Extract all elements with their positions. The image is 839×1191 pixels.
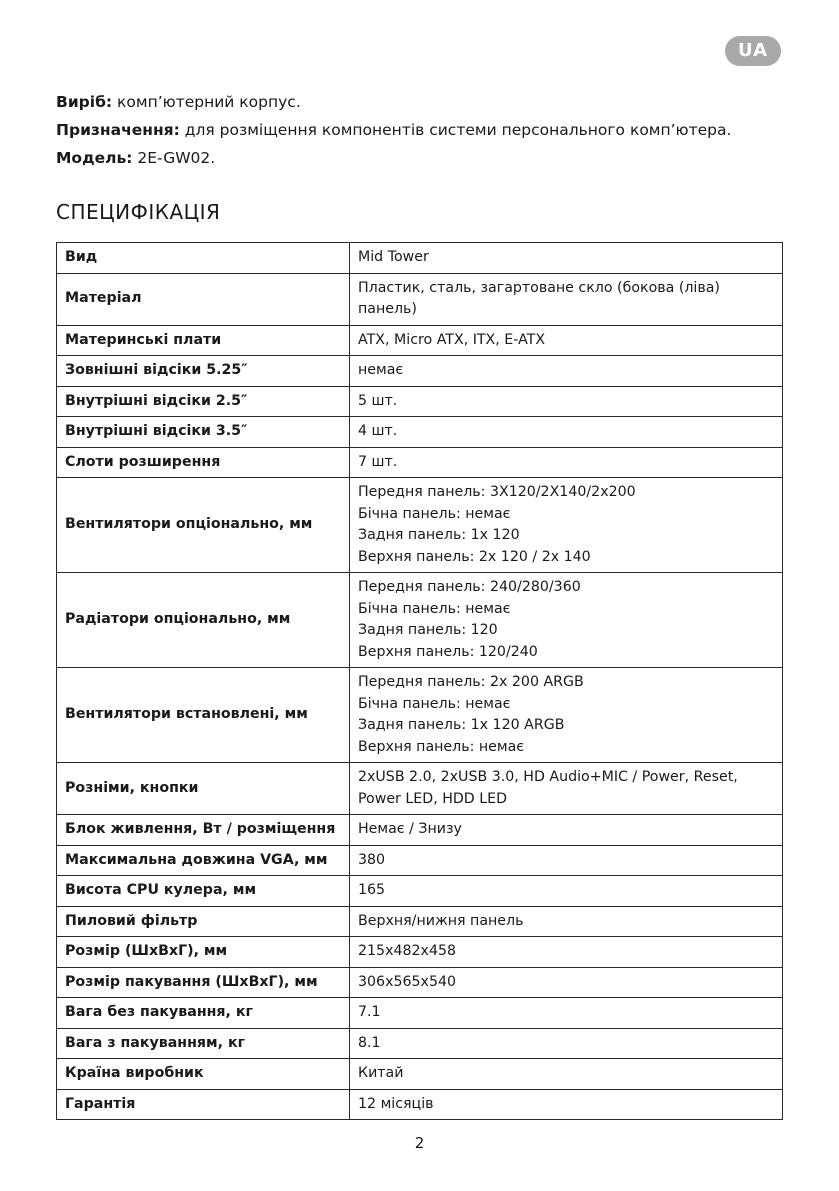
spec-value-line: 306x565x540: [358, 973, 457, 990]
spec-key: Розмір (ШхВхГ), мм: [57, 937, 350, 968]
spec-row: [57, 668, 783, 763]
spec-row: [57, 815, 783, 846]
spec-value: [350, 417, 783, 448]
spec-key: Блок живлення, Вт / розміщення: [57, 815, 350, 846]
spec-key: Радіатори опціонально, мм: [57, 573, 350, 668]
spec-row: [57, 447, 783, 478]
intro-purpose-label: Призначення:: [56, 121, 180, 139]
spec-value-line: Китай: [358, 1065, 404, 1081]
spec-value-line: Бічна панель: немає: [358, 600, 511, 617]
spec-value: [350, 998, 783, 1029]
spec-row: [57, 1089, 783, 1120]
spec-row: [57, 1059, 783, 1090]
spec-value-line: 7 шт.: [358, 453, 398, 470]
section-title: СПЕЦИФІКАЦІЯ: [56, 200, 221, 224]
spec-key: Максимальна довжина VGA, мм: [57, 845, 350, 876]
spec-value-line: Передня панель: 3X120/2X140/2x200: [358, 484, 636, 500]
spec-key: Гарантія: [57, 1089, 350, 1120]
spec-row: [57, 906, 783, 937]
spec-row: [57, 243, 783, 274]
spec-row: [57, 478, 783, 573]
spec-value: [350, 325, 783, 356]
spec-key: Матеріал: [57, 273, 350, 325]
spec-row: [57, 325, 783, 356]
product-intro: [56, 88, 796, 172]
spec-row: [57, 573, 783, 668]
intro-product-label: Виріб:: [56, 93, 113, 111]
spec-value-line: 165: [358, 882, 386, 898]
spec-value-line: 380: [358, 851, 386, 868]
spec-value-line: ATX, Micro ATX, ITX, E-ATX: [358, 331, 546, 348]
spec-row: [57, 763, 783, 815]
spec-row: [57, 417, 783, 448]
spec-value: [350, 937, 783, 968]
spec-key: Вид: [57, 243, 350, 274]
spec-value-line: Задня панель: 1x 120: [358, 527, 520, 543]
spec-value: [350, 967, 783, 998]
spec-row: [57, 998, 783, 1029]
spec-value: [350, 478, 783, 573]
spec-value-line: Немає / Знизу: [358, 821, 462, 837]
spec-row: [57, 937, 783, 968]
spec-value: [350, 815, 783, 846]
spec-value-line: 7.1: [358, 1004, 381, 1020]
spec-value-line: Задня панель: 120: [358, 622, 498, 638]
spec-row: [57, 876, 783, 907]
spec-value-line: 2xUSB 2.0, 2xUSB 3.0, HD Audio+MIC / Power, Reset,: [358, 769, 738, 785]
spec-value: [350, 845, 783, 876]
spec-key: Розмір пакування (ШхВхГ), мм: [57, 967, 350, 998]
spec-row: [57, 273, 783, 325]
spec-value: [350, 1059, 783, 1090]
spec-row: [57, 845, 783, 876]
spec-value-line: 8.1: [358, 1034, 381, 1051]
spec-key: Вага без пакування, кг: [57, 998, 350, 1029]
intro-model-label: Модель:: [56, 149, 133, 167]
spec-key: Внутрішні відсіки 3.5″: [57, 417, 350, 448]
spec-value: [350, 1089, 783, 1120]
spec-table-body: [57, 243, 783, 1120]
spec-value-line: Передня панель: 2x 200 ARGB: [358, 674, 584, 690]
spec-table: [56, 242, 783, 1120]
language-badge: UA: [725, 36, 781, 66]
spec-row: [57, 967, 783, 998]
spec-value: [350, 763, 783, 815]
spec-key: Внутрішні відсіки 2.5″: [57, 386, 350, 417]
spec-value: [350, 906, 783, 937]
spec-key: Материнські плати: [57, 325, 350, 356]
spec-value-line: Бічна панель: немає: [358, 695, 511, 712]
intro-model-value: 2E-GW02.: [137, 149, 216, 167]
spec-value: [350, 573, 783, 668]
spec-value-line: немає: [358, 362, 404, 378]
intro-purpose: [56, 116, 796, 144]
spec-value-line: Бічна панель: немає: [358, 505, 511, 522]
spec-value-line: Верхня/нижня панель: [358, 912, 524, 929]
spec-value: [350, 876, 783, 907]
spec-value-line: Пластик, сталь, загартоване скло (бокова (ліва): [358, 279, 720, 296]
intro-product: [56, 88, 796, 116]
spec-value-line: панель): [358, 301, 417, 317]
spec-key: Країна виробник: [57, 1059, 350, 1090]
spec-value-line: Mid Tower: [358, 249, 429, 265]
spec-value-line: Задня панель: 1x 120 ARGB: [358, 717, 565, 733]
spec-value-line: Верхня панель: 120/240: [358, 643, 538, 660]
spec-key: Висота CPU кулера, мм: [57, 876, 350, 907]
spec-value: [350, 243, 783, 274]
spec-row: [57, 386, 783, 417]
spec-value: [350, 356, 783, 387]
spec-value-line: Power LED, HDD LED: [358, 790, 508, 807]
spec-row: [57, 1028, 783, 1059]
spec-value: [350, 386, 783, 417]
intro-product-value: комп’ютерний корпус.: [117, 93, 301, 111]
intro-purpose-value: для розміщення компонентів системи персонального комп’ютера.: [184, 121, 732, 139]
spec-key: Вентилятори опціонально, мм: [57, 478, 350, 573]
spec-key: Розніми, кнопки: [57, 763, 350, 815]
spec-value: [350, 1028, 783, 1059]
spec-key: Слоти розширення: [57, 447, 350, 478]
spec-value-line: Передня панель: 240/280/360: [358, 579, 581, 595]
spec-value-line: Верхня панель: немає: [358, 738, 525, 755]
intro-model: [56, 144, 796, 172]
spec-value: [350, 273, 783, 325]
spec-key: Пиловий фільтр: [57, 906, 350, 937]
spec-value-line: 5 шт.: [358, 392, 398, 409]
spec-key: Вага з пакуванням, кг: [57, 1028, 350, 1059]
spec-value-line: 12 місяців: [358, 1095, 434, 1112]
page-number: 2: [414, 1134, 425, 1152]
spec-key: Вентилятори встановлені, мм: [57, 668, 350, 763]
spec-value: [350, 447, 783, 478]
spec-value-line: Верхня панель: 2x 120 / 2x 140: [358, 548, 591, 565]
spec-key: Зовнішні відсіки 5.25″: [57, 356, 350, 387]
spec-value: [350, 668, 783, 763]
spec-value-line: 215x482x458: [358, 943, 457, 959]
spec-value-line: 4 шт.: [358, 423, 398, 439]
spec-row: [57, 356, 783, 387]
